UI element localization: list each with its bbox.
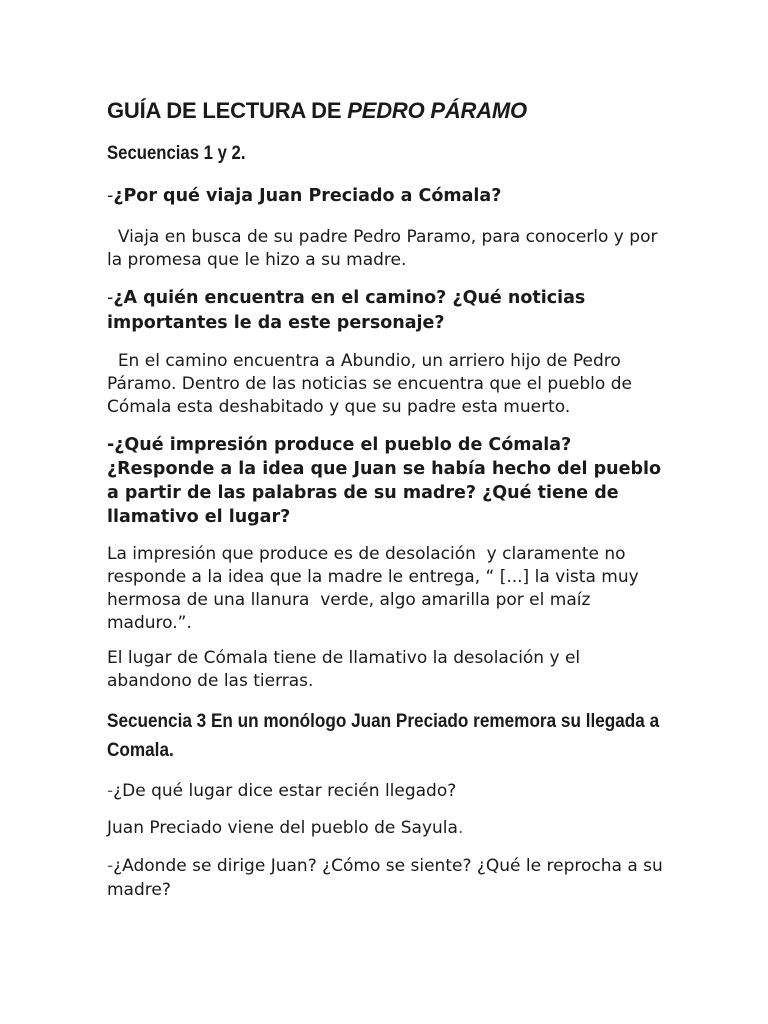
- question-dash: -: [107, 856, 114, 876]
- answer-3a: La impresión que produce es de desolación y claramente no responde a la idea que la madre le entrega, “ [...] la vista muy hermosa de una llanura verde, algo amarilla por el maíz maduro.”.: [107, 544, 645, 633]
- question-dash: -: [107, 288, 114, 308]
- document-title: [107, 96, 667, 126]
- answer-text: Juan Preciado viene del pueblo de Sayula: [107, 818, 458, 838]
- title-main: GUÍA DE LECTURA DE: [107, 98, 348, 123]
- answer-1: Viaja en busca de su padre Pedro Paramo, para conocerlo y por la promesa que le hizo a su madre.: [107, 227, 663, 270]
- question-text: ¿De qué lugar dice estar recién llegado?: [113, 781, 457, 801]
- question-2: [107, 286, 667, 336]
- question-5: [107, 854, 667, 902]
- question-dash: -: [107, 186, 114, 206]
- answer-2: En el camino encuentra a Abundio, un arriero hijo de Pedro Páramo. Dentro de las noticias se encuentra que el pueblo de Cómala esta deshabitado y que su padre esta muerto.: [107, 351, 638, 417]
- question-3: -¿Qué impresión produce el pueblo de Cómala? ¿Responde a la idea que Juan se había hecho del pueblo a partir de las palabras de su madre? ¿Qué tiene de llamativo el lugar?: [107, 435, 662, 527]
- answer-period: .: [457, 818, 464, 838]
- question-text: ¿Adonde se dirige Juan? ¿Cómo se siente? ¿Qué le reprocha a su madre?: [107, 856, 663, 900]
- question-text: ¿A quién encuentra en el camino? ¿Qué noticias importantes le da este personaje?: [107, 288, 586, 333]
- title-italic: PEDRO PÁRAMO: [347, 98, 527, 123]
- section-heading-1: Secuencias 1 y 2.: [107, 143, 246, 164]
- question-1: [107, 184, 667, 208]
- answer-3b: El lugar de Cómala tiene de llamativo la desolación y el abandono de las tierras.: [107, 648, 581, 691]
- section-heading-2: Secuencia 3 En un monólogo Juan Preciado rememora su llegada a Comala.: [107, 710, 660, 761]
- question-dash: -: [107, 781, 114, 801]
- document-page: [107, 96, 667, 902]
- answer-4: [107, 817, 667, 840]
- question-text: ¿Por qué viaja Juan Preciado a Cómala?: [113, 186, 502, 206]
- question-4: [107, 779, 667, 803]
